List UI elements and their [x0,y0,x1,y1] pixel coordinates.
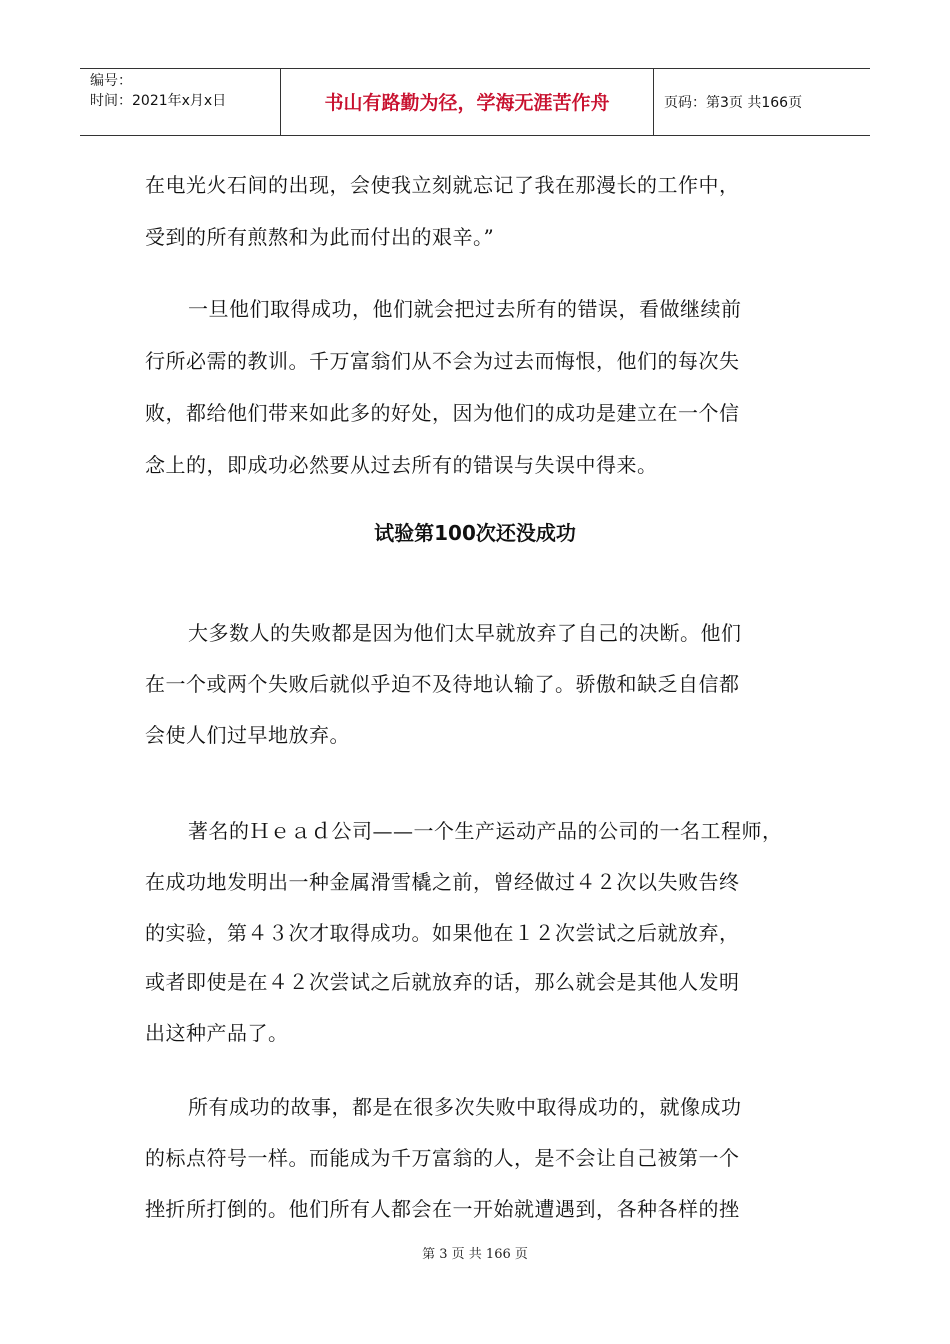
paragraph-line: 大多数人的失败都是因为他们太早就放弃了自己的决断。他们 [188,621,742,645]
paragraph-line: 或者即使是在４２次尝试之后就放弃的话，那么就会是其他人发明 [145,970,740,994]
document-header [80,68,870,136]
time-label: 时间：2021年x月x日 [90,93,227,109]
section-heading: 试验第100次还没成功 [374,521,576,545]
paragraph-line: 在成功地发明出一种金属滑雪橇之前，曾经做过４２次以失败告终 [145,870,740,894]
paragraph-line: 在一个或两个失败后就似乎迫不及待地认输了。骄傲和缺乏自信都 [145,672,740,696]
paragraph-line: 出这种产品了。 [145,1021,289,1045]
paragraph-line: 一旦他们取得成功，他们就会把过去所有的错误，看做继续前 [188,297,742,321]
paragraph-line: 所有成功的故事，都是在很多次失败中取得成功的，就像成功 [188,1095,742,1119]
paragraph-line: 挫折所打倒的。他们所有人都会在一开始就遭遇到，各种各样的挫 [145,1197,740,1221]
paragraph-line: 著名的Ｈｅａｄ公司——一个生产运动产品的公司的一名工程师， [188,819,783,843]
paragraph-line: 念上的，即成功必然要从过去所有的错误与失误中得来。 [145,453,658,477]
paragraph-line: 的实验，第４３次才取得成功。如果他在１２次尝试之后就放弃， [145,921,740,945]
header-motto: 书山有路勤为径，学海无涯苦作舟 [281,69,654,135]
paragraph-line: 行所必需的教训。千万富翁们从不会为过去而悔恨，他们的每次失 [145,349,740,373]
paragraph-line: 的标点符号一样。而能成为千万富翁的人，是不会让自己被第一个 [145,1146,740,1170]
paragraph-line: 败，都给他们带来如此多的好处，因为他们的成功是建立在一个信 [145,401,740,425]
page-footer: 第 3 页 共 166 页 [422,1247,528,1262]
paragraph-line: 在电光火石间的出现，会使我立刻就忘记了我在那漫长的工作中， [145,173,740,197]
header-meta [80,69,281,135]
paragraph-line: 受到的所有煎熬和为此而付出的艰辛。” [145,225,495,249]
paragraph-line: 会使人们过早地放弃。 [145,723,350,747]
number-label: 编号： [90,73,132,89]
header-page-info: 页码：第3页 共166页 [664,95,803,111]
